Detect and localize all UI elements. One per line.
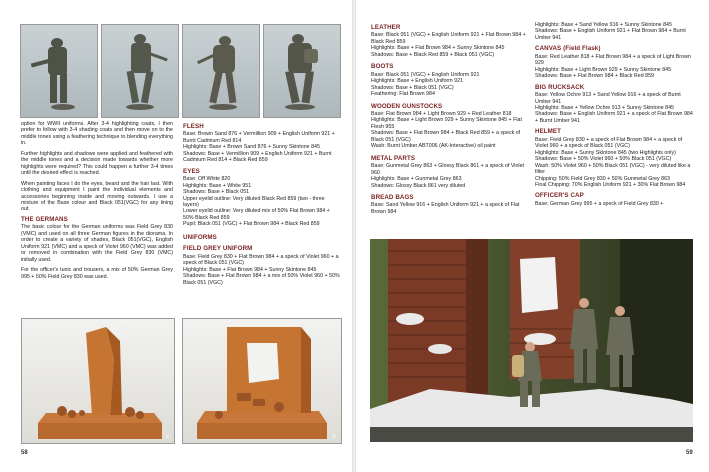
germans-heading: THE GERMANS [21,215,68,223]
figure-photo-3 [182,24,260,118]
eyes-line: Upper eyelid outline: Very diluted Black Red 859 (two - three layers) [183,195,325,208]
left-page [0,0,352,472]
figure-photo-1 [20,24,98,118]
diorama-photo [370,239,693,442]
boots-heading: BOOTS [371,63,394,71]
officers-cap-heading: OFFICER'S CAP [535,192,584,200]
eyes-line: Base: Off White 820 [183,176,231,183]
metal-parts-line: Base: Gunmetal Grey 863 + Glossy Black 861 + a speck of Violet 960 [371,163,525,176]
germans-paragraph-1: The basic colour for the German uniforms was Field Grey 830 (VMC) and used on all three German figures in the diorama. In order to create a variety of shades, Black 051(VGC), English Uniform 921 (VMC) and a speck of Violet 960 (VMC) was added or removed in combination with the Field Grey 830 (VMC) initially used. [21,224,173,263]
rucksack-heading: BIG RUCKSACK [535,83,585,91]
rucksack-line: Highlights: Base + Yellow Ochre 913 + Sunny Skintone 845 [535,104,674,111]
canvas-heading: CANVAS (Field Flask) [535,45,601,53]
leather-line: Highlights: Base + Flat Brown 984 + Sunny Skintone 845 [371,45,505,52]
base-photo-a [21,318,175,444]
eyes-line: Lower eyelid outline: Very diluted mix of 50% Flat Brown 984 + 50% Black Red 859 [183,208,330,221]
leather-line: Base: Black 051 (VGC) + English Uniform 921 + Flat Brown 984 + Black Red 859 [371,32,526,45]
eyes-line: Shadows: Base + Black 051 [183,189,250,196]
metal-parts-line: Shadows: Glossy Black 861 very diluted [371,182,466,189]
flesh-line: Highlights: Base + Brown Sand 876 + Sunny Skintone 845 [183,144,320,151]
figure-photo-4 [263,24,341,118]
boots-line: Base: Black 051 (VGC) + English Uniform 921 [371,71,480,78]
helmet-line: Shadows: Base + 50% Violet 960 + 50% Black 051 (VGC) [535,156,672,163]
photo-tag-b: b [333,434,336,440]
page-number-left: 58 [21,450,28,456]
uniforms-heading: UNIFORMS [183,233,217,241]
rucksack-line: Base: Yellow Ochre 913 + Sand Yellow 916 + a speck of Burnt Umber 941 [535,92,681,105]
leather-line: Shadows: Base + Black Red 859 + Black 051 (VGC) [371,51,495,58]
canvas-line: Shadows: Base + Flat Brown 984 + Black Red 859 [535,73,654,80]
boots-line: Feathering: Flat Brown 984 [371,91,435,98]
bread-bags-heading: BREAD BAGS [371,193,414,201]
helmet-line: Final Chipping: 70% English Uniform 921 + 30% Flat Brown 984 [535,181,686,188]
helmet-line: Wash: 50% Violet 960 + 50% Black 051 (VGC) - very diluted like a filter [535,162,691,176]
left-text-column [21,121,173,284]
flesh-heading: FLESH [183,123,204,130]
bread-bags-line: Base: Sand Yellow 916 + English Uniform 921 + a speck of Flat Brown 984 [371,202,520,215]
intro-paragraph-3: When painting faces I do the eyes, beard and the hair last. With clothing and equipment I paint the individual elements and accessories beginning inside and moving outwards. I use a mixture of the Base colour and Black 051(VGC) for any lining out. [21,180,173,213]
bread-bags-cont-line: Shadows: Base + English Uniform 921 + Flat Brown 984 + Burnt Umber 941 [535,28,686,41]
paint-recipes-column [183,121,341,286]
helmet-heading: HELMET [535,128,562,136]
intro-paragraph-1: option for WWII uniforms. After 3-4 highlighting coats, I then prefer to follow with 3-4 shading coats and then move on to the middle tones using a feathering technique to blending everything in. [21,121,173,147]
rucksack-line: Shadows: Base + English Uniform 921 + a speck of Flat Brown 984 + Burnt Umber 941 [535,111,693,124]
helmet-line: Base: Field Grey 830 + a speck of Flat Brown 984 + a speck of Violet 960 + a speck of Black 051 (VGC) [535,136,683,150]
page-number-right: 59 [686,450,693,456]
figure-photo-2 [101,24,179,118]
germans-paragraph-2: For the officer's tunic and trousers, a mix of 50% German Grey 995 + 50% Field Grey 830 was used. [21,267,173,280]
gunstocks-heading: WOODEN GUNSTOCKS [371,102,443,110]
helmet-line: Chipping: 50% Field Grey 830 + 50% Gunmetal Grey 863 [535,175,670,182]
flesh-line: Shadows: Base + Vermillion 909 + English Uniform 921 + Burnt Cadmium Red 814 + Black Red 859 [183,150,332,164]
base-photo-b [182,318,342,444]
bread-bags-cont-line: Highlights: Base + Sand Yellow 916 + Sunny Skintone 845 [535,22,672,28]
gunstocks-line: Base: Flat Brown 984 + Light Brown 929 + Red Leather 818 [371,110,512,117]
field-grey-line: Base: Field Grey 830 + Flat Brown 984 + a speck of Violet 960 + a speck of Black 051 (VGC) [183,253,339,267]
metal-parts-line: Highlights: Base + Gunmetal Grey 863 [371,176,462,183]
gunstocks-line: Shadows: Base + Flat Brown 984 + Black Red 859 + a speck of Black 051 (VGC) [371,130,521,143]
flesh-line: Base: Brown Sand 876 + Vermillion 909 + English Uniform 921 + Burnt Cadmium Red 814 [183,131,335,144]
field-grey-heading: FIELD GREY UNIFORM [183,245,253,253]
right-page [356,0,709,472]
canvas-line: Base: Red Leather 818 + Flat Brown 984 + a speck of Light Brown 929 [535,53,691,67]
photo-tag-a: a [166,434,169,440]
canvas-line: Highlights: Base + Light Brown 929 + Sunny Skintone 845 [535,66,672,73]
gunstocks-line: Highlights: Base + Light Brown 929 + Sunny Skintone 845 + Flat Flesh 955 [371,117,522,130]
field-grey-line: Highlights: Base + Flat Brown 984 + Sunny Skintone 845 [183,266,317,273]
eyes-line: Highlights: Base + White 951 [183,182,252,189]
officers-cap-line: Base: German Grey 995 + a speck of Field Grey 830 + [535,200,664,207]
boots-line: Shadows: Base + Black 051 (VGC) [371,84,454,91]
right-column-1 [371,22,529,215]
boots-line: Highlights: Base + English Uniform 921 [371,78,464,85]
helmet-line: Highlights: Base + Sunny Skintone 845 (two Highlights only) [535,149,676,156]
eyes-heading: EYES [183,167,200,175]
eyes-line: Pupil: Black 051 (VGC) + Flat Brown 984 + Black Red 859 [183,221,320,228]
gunstocks-line: Wash: Burnt Umber ABT006 (AK-Interactive) oil paint [371,143,496,150]
metal-parts-heading: METAL PARTS [371,154,416,162]
right-column-2 [535,22,693,207]
field-grey-line: Shadows: Base + Flat Brown 984 + a mix of 50% Violet 960 + 50% Black 051 (VGC) [183,273,340,286]
intro-paragraph-2: Further highlights and shadows were applied and feathered with the middle tones and a decision made towards whether more highlights were required? This could happen a further 3-4 times until the desired effect is reached. [21,150,173,177]
leather-heading: LEATHER [371,24,401,31]
